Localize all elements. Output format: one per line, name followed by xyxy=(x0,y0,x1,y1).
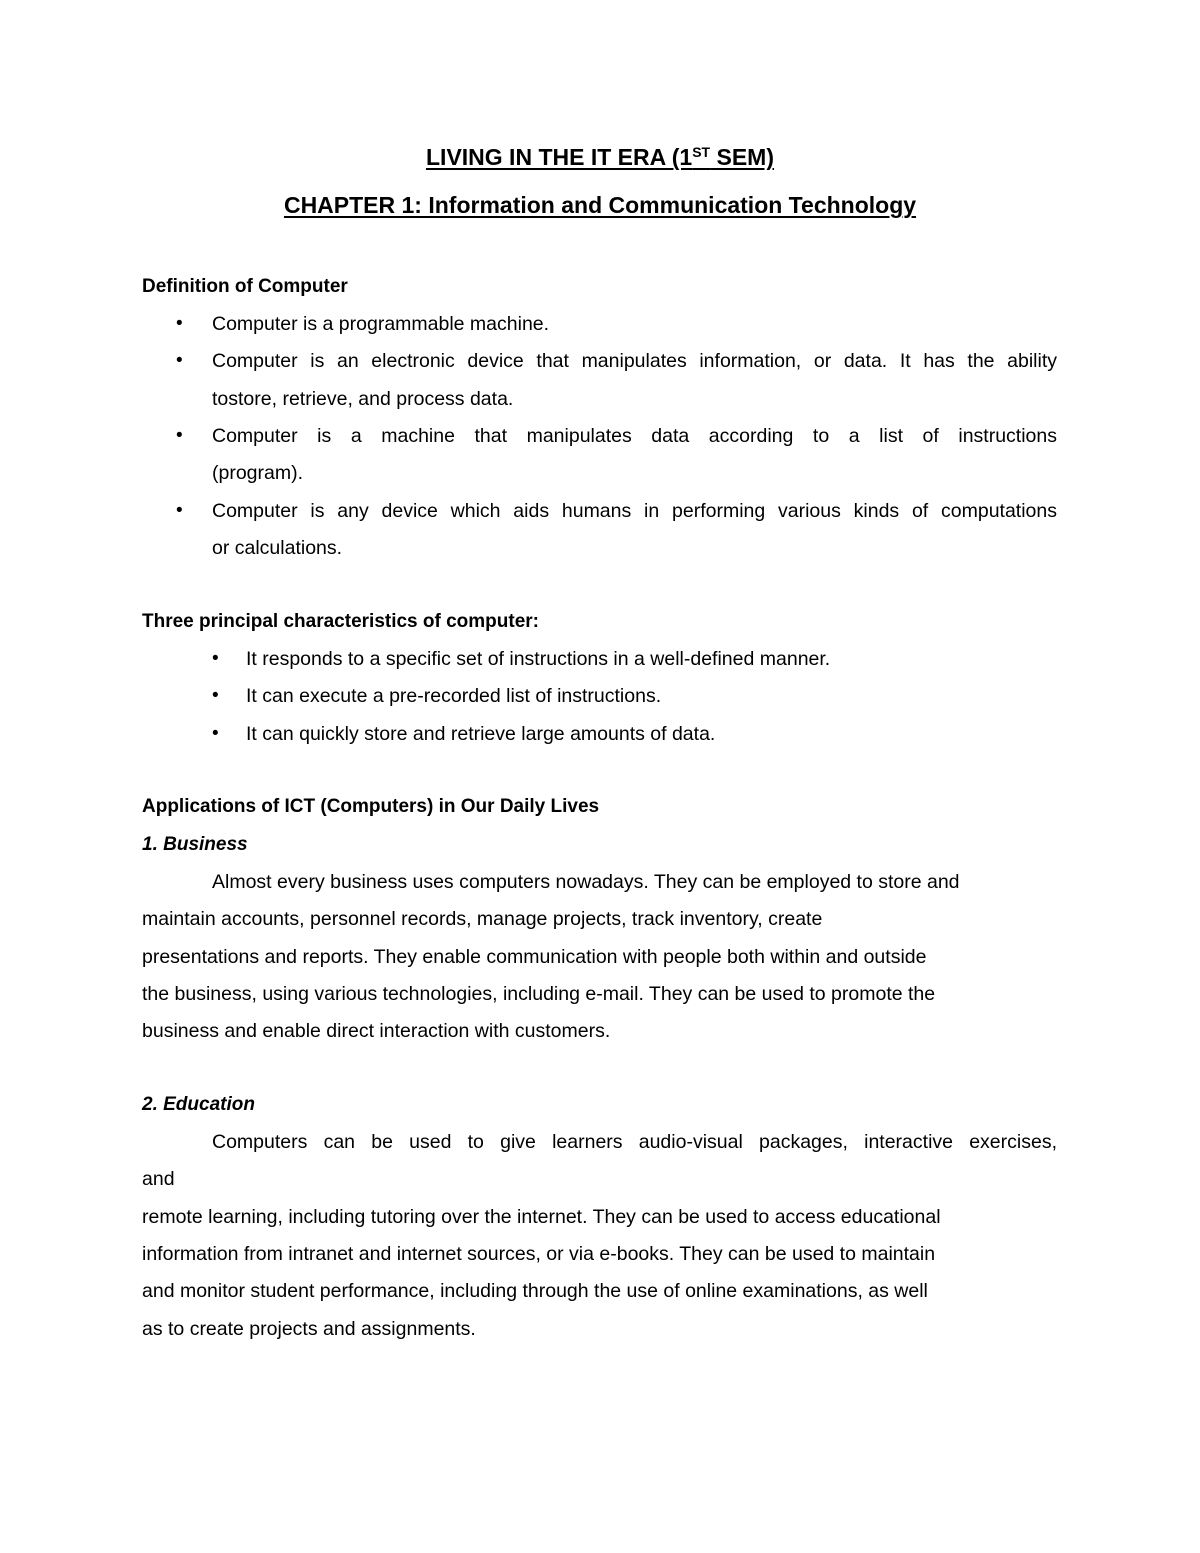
definition-item-4: Computer is any device which aids humans in performing various kinds of computations xyxy=(212,500,1057,522)
characteristic-item-1: It responds to a specific set of instructions in a well-defined manner. xyxy=(246,648,831,670)
bullet-icon: • xyxy=(176,313,183,334)
definition-item-2: Computer is an electronic device that manipulates information, or data. It has the ability xyxy=(212,350,1057,372)
bullet-icon: • xyxy=(176,350,183,371)
business-heading: 1. Business xyxy=(142,834,248,855)
characteristics-heading: Three principal characteristics of computer: xyxy=(142,611,540,632)
bullet-icon: • xyxy=(176,500,183,521)
business-line-2: maintain accounts, personnel records, manage projects, track inventory, create xyxy=(142,908,823,930)
bullet-icon: • xyxy=(212,648,219,669)
definition-heading: Definition of Computer xyxy=(142,276,348,297)
education-line-5: and monitor student performance, including through the use of online examinations, as well xyxy=(142,1280,928,1302)
bullet-icon: • xyxy=(212,723,219,744)
business-line-3: presentations and reports. They enable communication with people both within and outside xyxy=(142,946,927,968)
education-heading: 2. Education xyxy=(142,1094,255,1115)
education-line-1: Computers can be used to give learners audio-visual packages, interactive exercises, xyxy=(212,1131,1057,1153)
definition-item-1: Computer is a programmable machine. xyxy=(212,313,550,335)
definition-item-3: Computer is a machine that manipulates data according to a list of instructions xyxy=(212,425,1057,447)
business-line-1: Almost every business uses computers nowadays. They can be employed to store and xyxy=(212,871,960,893)
business-line-5: business and enable direct interaction with customers. xyxy=(142,1020,611,1042)
education-line-2: and xyxy=(142,1168,175,1190)
title-superscript: ST xyxy=(692,144,711,160)
characteristic-item-2: It can execute a pre-recorded list of instructions. xyxy=(246,685,662,707)
document-title: LIVING IN THE IT ERA (1ST SEM) xyxy=(426,144,774,170)
definition-item-3-cont: (program). xyxy=(212,462,304,484)
education-line-4: information from intranet and internet sources, or via e-books. They can be used to maintain xyxy=(142,1243,936,1265)
applications-heading: Applications of ICT (Computers) in Our Daily Lives xyxy=(142,796,600,817)
education-line-6: as to create projects and assignments. xyxy=(142,1318,476,1340)
chapter-title: CHAPTER 1: Information and Communication Technology xyxy=(283,192,917,218)
definition-item-2-cont: tostore, retrieve, and process data. xyxy=(212,388,514,410)
education-line-3: remote learning, including tutoring over the internet. They can be used to access educational xyxy=(142,1206,941,1228)
bullet-icon: • xyxy=(212,685,219,706)
bullet-icon: • xyxy=(176,425,183,446)
characteristic-item-3: It can quickly store and retrieve large amounts of data. xyxy=(246,723,716,745)
definition-item-4-cont: or calculations. xyxy=(212,537,343,559)
business-line-4: the business, using various technologies, including e-mail. They can be used to promote the xyxy=(142,983,936,1005)
